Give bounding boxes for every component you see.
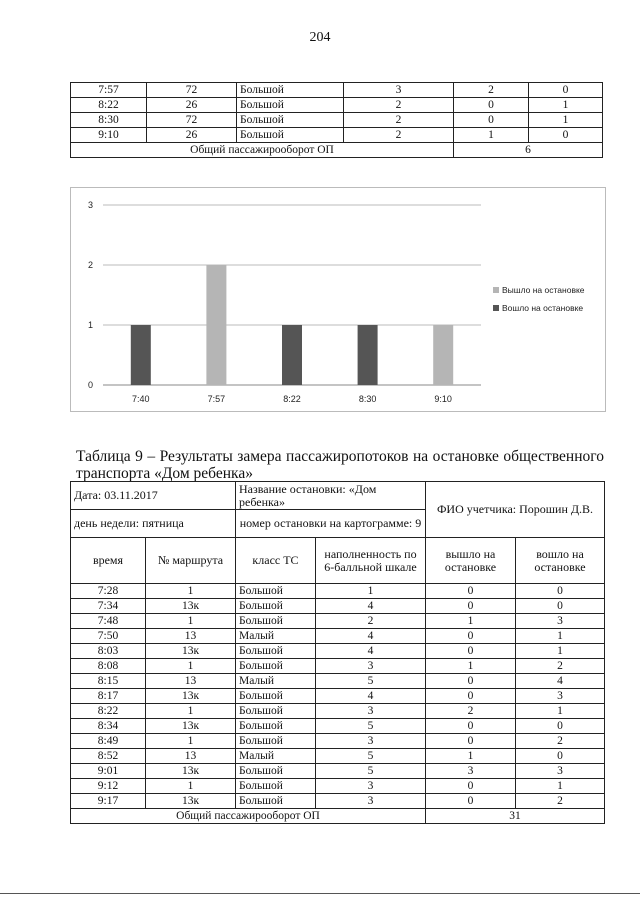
table-row <box>71 98 603 113</box>
alighted-cell: 0 <box>454 98 529 113</box>
total-row <box>71 143 603 158</box>
bar-boarded <box>131 325 151 385</box>
legend-swatch <box>493 305 499 311</box>
x-tick-label: 7:57 <box>207 394 226 404</box>
occupancy-cell: 4 <box>316 689 426 704</box>
page-number: 204 <box>309 30 331 45</box>
alighted-cell: 0 <box>454 113 529 128</box>
y-tick-label: 3 <box>87 200 93 210</box>
bar-alighted <box>206 265 226 385</box>
weekday-cell: день недели: пятница <box>71 510 236 538</box>
footer-rule <box>0 893 640 894</box>
boarded-cell: 1 <box>529 98 603 113</box>
time-cell: 8:49 <box>71 734 146 749</box>
time-cell: 8:08 <box>71 659 146 674</box>
route-cell: 13к <box>146 719 236 734</box>
alighted-cell: 0 <box>426 734 516 749</box>
passenger-flow-table <box>70 481 605 824</box>
alighted-cell: 0 <box>426 794 516 809</box>
x-tick-label: 9:10 <box>434 394 452 404</box>
alighted-cell: 0 <box>426 599 516 614</box>
route-cell: 13к <box>146 599 236 614</box>
route-cell: 1 <box>146 734 236 749</box>
time-cell: 7:28 <box>71 584 146 599</box>
vehicle-class-cell: Большой <box>236 584 316 599</box>
boarded-cell: 4 <box>516 674 605 689</box>
table-row <box>71 584 605 599</box>
boarded-cell: 0 <box>529 83 603 98</box>
boarded-cell: 0 <box>516 584 605 599</box>
vehicle-class-cell: Большой <box>236 659 316 674</box>
total-value: 6 <box>454 143 603 158</box>
route-cell: 72 <box>147 113 237 128</box>
time-cell: 8:17 <box>71 689 146 704</box>
total-label: Общий пассажирооборот ОП <box>71 143 454 158</box>
legend-label: Вошло на остановке <box>502 303 584 313</box>
vehicle-class-cell: Малый <box>236 749 316 764</box>
time-cell: 7:50 <box>71 629 146 644</box>
boarded-cell: 0 <box>516 599 605 614</box>
alighted-cell: 2 <box>426 704 516 719</box>
y-tick-label: 0 <box>87 380 93 390</box>
time-cell: 8:22 <box>71 704 146 719</box>
table-row <box>71 83 603 98</box>
column-header-boarded: вошло на остановке <box>516 538 605 584</box>
occupancy-cell: 3 <box>316 779 426 794</box>
route-cell: 13 <box>146 749 236 764</box>
boarded-cell: 3 <box>516 689 605 704</box>
column-header-vehicle-class: класс ТС <box>236 538 316 584</box>
legend-label: Вышло на остановке <box>502 285 585 295</box>
route-cell: 1 <box>146 779 236 794</box>
vehicle-class-cell: Большой <box>237 128 344 143</box>
previous-stop-table <box>70 82 603 158</box>
vehicle-class-cell: Большой <box>236 719 316 734</box>
chart-canvas <box>71 188 607 413</box>
column-header-occupancy: наполненность по 6-балльной шкале <box>316 538 426 584</box>
column-header-route: № маршрута <box>146 538 236 584</box>
table-row <box>71 734 605 749</box>
table-row <box>71 629 605 644</box>
route-cell: 13 <box>146 629 236 644</box>
vehicle-class-cell: Большой <box>236 704 316 719</box>
time-cell: 8:52 <box>71 749 146 764</box>
alighted-cell: 0 <box>426 584 516 599</box>
boarded-cell: 3 <box>516 764 605 779</box>
time-cell: 7:57 <box>71 83 147 98</box>
alighted-cell: 0 <box>426 779 516 794</box>
boarded-cell: 0 <box>516 719 605 734</box>
vehicle-class-cell: Большой <box>237 83 344 98</box>
alighted-cell: 1 <box>426 614 516 629</box>
occupancy-cell: 5 <box>316 749 426 764</box>
time-cell: 8:03 <box>71 644 146 659</box>
alighted-cell: 0 <box>426 674 516 689</box>
alighted-cell: 1 <box>426 659 516 674</box>
boarded-cell: 1 <box>516 779 605 794</box>
occupancy-cell: 1 <box>316 584 426 599</box>
bar-boarded <box>358 325 378 385</box>
bar-alighted <box>433 325 453 385</box>
alighted-cell: 0 <box>426 644 516 659</box>
occupancy-cell: 3 <box>316 794 426 809</box>
boarded-cell: 1 <box>516 704 605 719</box>
occupancy-cell: 4 <box>316 644 426 659</box>
table-row <box>71 113 603 128</box>
route-cell: 1 <box>146 614 236 629</box>
boarded-cell: 3 <box>516 614 605 629</box>
vehicle-class-cell: Большой <box>237 113 344 128</box>
route-cell: 13к <box>146 794 236 809</box>
occupancy-cell: 2 <box>316 614 426 629</box>
route-cell: 72 <box>147 83 237 98</box>
alighted-cell: 2 <box>454 83 529 98</box>
time-cell: 7:48 <box>71 614 146 629</box>
stop-name-cell: Название остановки: «Дом ребенка» <box>236 482 426 510</box>
total-value: 31 <box>426 809 605 824</box>
occupancy-cell: 4 <box>316 629 426 644</box>
vehicle-class-cell: Большой <box>236 764 316 779</box>
time-cell: 9:01 <box>71 764 146 779</box>
date-cell: Дата: 03.11.2017 <box>71 482 236 510</box>
vehicle-class-cell: Большой <box>236 599 316 614</box>
occupancy-cell: 5 <box>316 674 426 689</box>
boarded-cell: 1 <box>529 113 603 128</box>
alighted-cell: 3 <box>426 764 516 779</box>
occupancy-cell: 3 <box>316 734 426 749</box>
occupancy-cell: 3 <box>316 704 426 719</box>
x-tick-label: 7:40 <box>132 394 150 404</box>
stop-number-cell: номер остановки на картограмме: 9 <box>236 510 426 538</box>
occupancy-cell: 4 <box>316 599 426 614</box>
legend-swatch <box>493 287 499 293</box>
table-row <box>71 764 605 779</box>
total-row <box>71 809 605 824</box>
occupancy-cell: 3 <box>344 83 454 98</box>
vehicle-class-cell: Большой <box>236 644 316 659</box>
table-row <box>71 599 605 614</box>
boarded-cell: 1 <box>516 629 605 644</box>
time-cell: 8:34 <box>71 719 146 734</box>
table-row <box>71 779 605 794</box>
boarded-cell: 2 <box>516 794 605 809</box>
time-cell: 7:34 <box>71 599 146 614</box>
total-label: Общий пассажирооборот ОП <box>71 809 426 824</box>
vehicle-class-cell: Малый <box>236 674 316 689</box>
time-cell: 8:22 <box>71 98 147 113</box>
boarded-cell: 1 <box>516 644 605 659</box>
column-header-time: время <box>71 538 146 584</box>
boarded-cell: 0 <box>516 749 605 764</box>
occupancy-cell: 2 <box>344 98 454 113</box>
occupancy-cell: 2 <box>344 128 454 143</box>
time-cell: 9:17 <box>71 794 146 809</box>
table-row <box>71 128 603 143</box>
vehicle-class-cell: Большой <box>236 614 316 629</box>
route-cell: 26 <box>147 98 237 113</box>
x-tick-label: 8:30 <box>358 394 377 404</box>
route-cell: 1 <box>146 659 236 674</box>
vehicle-class-cell: Большой <box>237 98 344 113</box>
time-cell: 9:12 <box>71 779 146 794</box>
table-heading: Таблица 9 – Результаты замера пассажиропотоков на остановке общественного транспорта «Дом ребенка» <box>76 448 604 482</box>
route-cell: 1 <box>146 704 236 719</box>
y-tick-label: 1 <box>87 320 93 330</box>
table-row <box>71 704 605 719</box>
alighted-cell: 0 <box>426 719 516 734</box>
alighted-cell: 0 <box>426 689 516 704</box>
table-row <box>71 794 605 809</box>
bar-boarded <box>282 325 302 385</box>
route-cell: 13к <box>146 644 236 659</box>
occupancy-cell: 3 <box>316 659 426 674</box>
y-tick-label: 2 <box>87 260 93 270</box>
table-row <box>71 644 605 659</box>
route-cell: 1 <box>146 584 236 599</box>
route-cell: 13к <box>146 689 236 704</box>
table-row <box>71 719 605 734</box>
boarded-cell: 0 <box>529 128 603 143</box>
time-cell: 8:15 <box>71 674 146 689</box>
counter-cell: ФИО учетчика: Порошин Д.В. <box>426 482 605 538</box>
time-cell: 9:10 <box>71 128 147 143</box>
occupancy-cell: 5 <box>316 764 426 779</box>
table-row <box>71 674 605 689</box>
boarded-cell: 2 <box>516 734 605 749</box>
occupancy-cell: 5 <box>316 719 426 734</box>
table-row <box>71 659 605 674</box>
occupancy-cell: 2 <box>344 113 454 128</box>
route-cell: 26 <box>147 128 237 143</box>
x-tick-label: 8:22 <box>283 394 301 404</box>
column-header-alighted: вышло на остановке <box>426 538 516 584</box>
vehicle-class-cell: Малый <box>236 629 316 644</box>
alighted-cell: 0 <box>426 629 516 644</box>
boarded-cell: 2 <box>516 659 605 674</box>
time-cell: 8:30 <box>71 113 147 128</box>
vehicle-class-cell: Большой <box>236 689 316 704</box>
vehicle-class-cell: Большой <box>236 779 316 794</box>
passenger-flow-chart <box>70 187 606 412</box>
table-row <box>71 749 605 764</box>
route-cell: 13к <box>146 764 236 779</box>
alighted-cell: 1 <box>454 128 529 143</box>
vehicle-class-cell: Большой <box>236 794 316 809</box>
vehicle-class-cell: Большой <box>236 734 316 749</box>
alighted-cell: 1 <box>426 749 516 764</box>
table-row <box>71 614 605 629</box>
table-row <box>71 689 605 704</box>
route-cell: 13 <box>146 674 236 689</box>
